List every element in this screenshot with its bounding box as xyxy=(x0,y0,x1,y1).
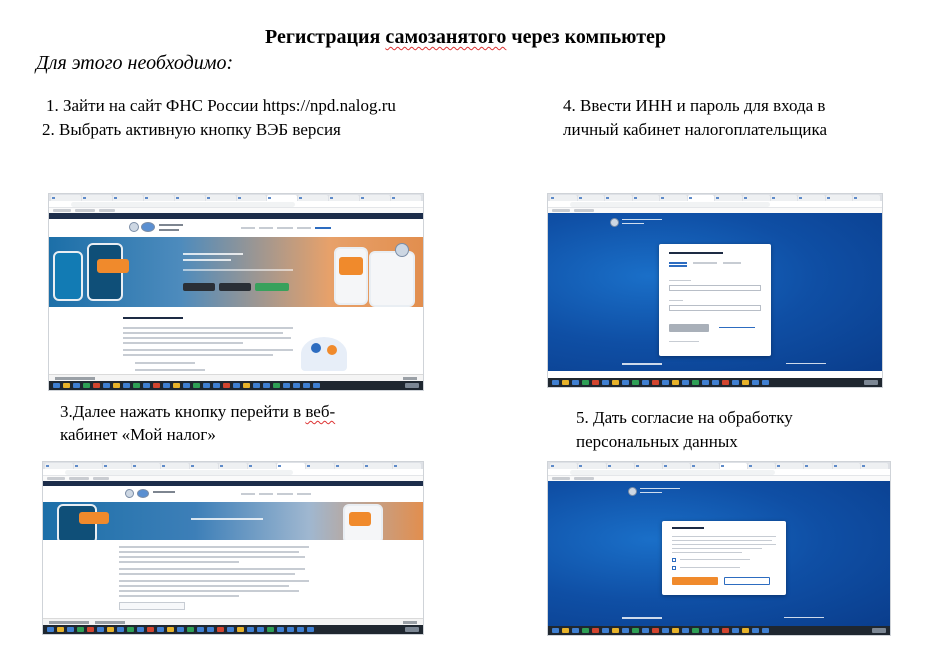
inn-input[interactable] xyxy=(669,285,761,291)
title-text-end: через компьютер xyxy=(506,26,667,48)
screenshot-nalog-homepage xyxy=(48,193,424,391)
screenshot-login xyxy=(547,193,883,388)
password-input[interactable] xyxy=(669,305,761,311)
screenshot-web-cabinet xyxy=(42,461,424,635)
step-5-line1: 5. Дать согласие на обработку xyxy=(576,408,793,427)
windows-taskbar xyxy=(49,381,423,390)
web-cabinet-text xyxy=(43,540,423,618)
step-3-line1: 3.Далее нажать кнопку перейти в веб- xyxy=(60,402,336,421)
consent-dialog xyxy=(662,521,786,595)
accept-button[interactable] xyxy=(672,577,718,585)
consent-background xyxy=(548,481,890,627)
go-to-web-cabinet-button[interactable] xyxy=(119,602,185,610)
login-background xyxy=(548,213,882,371)
step-1: 1. Зайти на сайт ФНС России https://npd.nalog.ru xyxy=(46,96,396,115)
decline-button[interactable] xyxy=(724,577,770,585)
site-header xyxy=(49,219,423,237)
title-text-start: Регистрация xyxy=(264,26,386,48)
hero-banner xyxy=(49,237,423,307)
screenshot-consent xyxy=(547,461,891,636)
address-bar xyxy=(49,201,423,208)
consent-checkbox-2[interactable] xyxy=(672,566,676,570)
subtitle: Для этого необходимо: xyxy=(36,52,234,74)
about-section xyxy=(49,307,423,377)
login-dialog xyxy=(659,244,771,356)
step-2: 2. Выбрать активную кнопку ВЭБ версия xyxy=(42,120,341,139)
consent-checkbox-1[interactable] xyxy=(672,558,676,562)
web-cabinet-banner xyxy=(43,502,423,540)
step-4-line2: личный кабинет налогоплательщика xyxy=(563,120,828,139)
login-button[interactable] xyxy=(669,324,709,332)
step-3-squiggle-word: веб- xyxy=(305,402,336,421)
step-3-line2: кабинет «Мой налог» xyxy=(60,425,216,444)
browser-tabs xyxy=(49,194,423,201)
page-title xyxy=(0,26,931,49)
title-squiggle-word: самозанятого xyxy=(385,26,507,48)
step-4-line1: 4. Ввести ИНН и пароль для входа в xyxy=(563,96,826,115)
step-5-line2: персональных данных xyxy=(576,432,738,451)
